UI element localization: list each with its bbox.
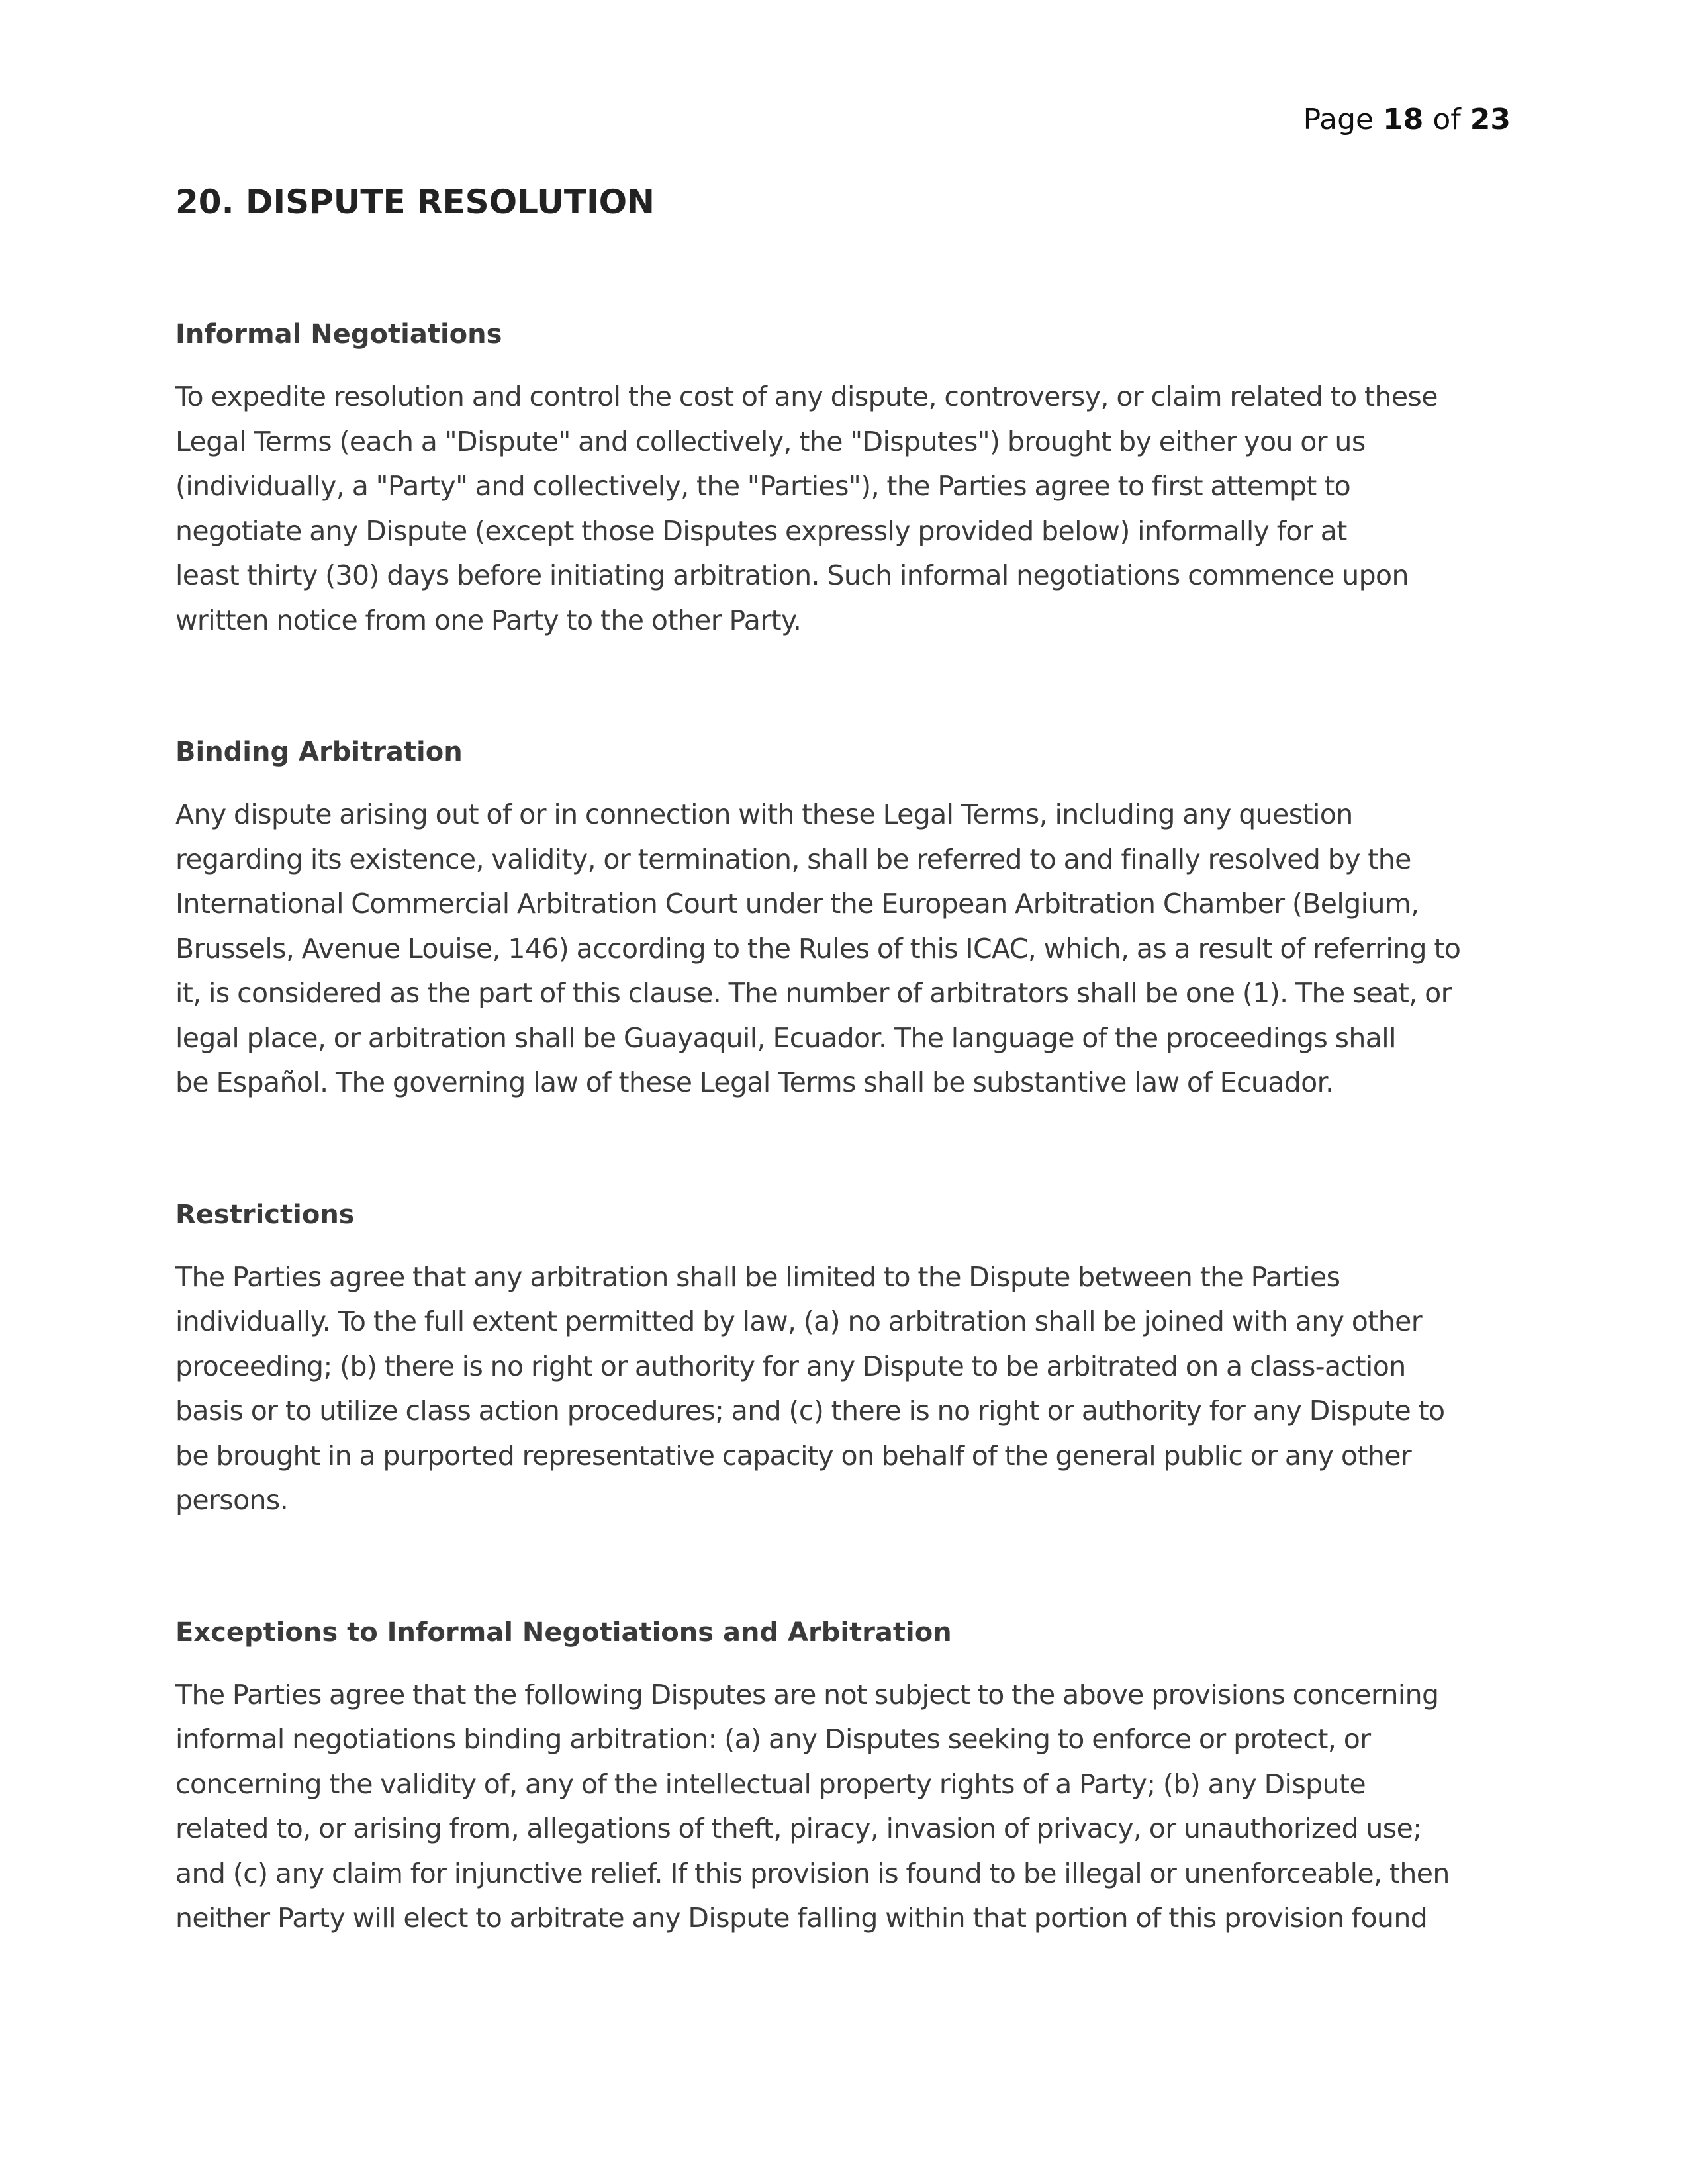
paragraph-binding-arbitration — [175, 792, 1513, 1106]
paragraph-exceptions — [175, 1673, 1513, 1941]
subsection-heading-informal-negotiations: Informal Negotiations — [175, 319, 502, 350]
paragraph-line: related to, or arising from, allegations of theft, piracy, invasion of privacy, or unauthorized use; — [175, 1813, 1422, 1844]
paragraph-informal-negotiations — [175, 375, 1513, 643]
paragraph-line: (individually, a "Party" and collectively, the "Parties"), the Parties agree to first attempt to — [175, 470, 1351, 502]
paragraph-line: regarding its existence, validity, or termination, shall be referred to and finally resolved by the — [175, 843, 1411, 875]
paragraph-line: The Parties agree that the following Disputes are not subject to the above provisions concerning — [175, 1678, 1439, 1711]
paragraph-line: be Español. The governing law of these Legal Terms shall be substantive law of Ecuador. — [175, 1067, 1334, 1098]
subsection-heading-restrictions: Restrictions — [175, 1199, 355, 1230]
page-number — [1303, 99, 1511, 140]
paragraph-line: negotiate any Dispute (except those Disputes expressly provided below) informally for at — [175, 514, 1347, 547]
page-number-prefix: Page — [1303, 103, 1374, 136]
paragraph-line: Any dispute arising out of or in connection with these Legal Terms, including any question — [175, 798, 1353, 830]
paragraph-restrictions — [175, 1255, 1513, 1523]
paragraph-line: persons. — [175, 1484, 289, 1516]
page-number-separator: of — [1432, 103, 1461, 136]
paragraph-line: To expedite resolution and control the cost of any dispute, controversy, or claim related to these — [175, 381, 1438, 412]
paragraph-line: informal negotiations binding arbitration: (a) any Disputes seeking to enforce or protect, or — [175, 1723, 1371, 1755]
section-title: 20. DISPUTE RESOLUTION — [175, 183, 655, 221]
paragraph-line: least thirty (30) days before initiating arbitration. Such informal negotiations commence upon — [175, 559, 1409, 591]
paragraph-line: and (c) any claim for injunctive relief. If this provision is found to be illegal or unenforceable, then — [175, 1857, 1450, 1889]
paragraph-line: The Parties agree that any arbitration shall be limited to the Dispute between the Parties — [175, 1260, 1340, 1293]
page-number-total: 23 — [1470, 103, 1511, 136]
paragraph-line: proceeding; (b) there is no right or authority for any Dispute to be arbitrated on a class-action — [175, 1350, 1406, 1382]
paragraph-line: it, is considered as the part of this clause. The number of arbitrators shall be one (1). The seat, or — [175, 977, 1452, 1009]
paragraph-line: concerning the validity of, any of the intellectual property rights of a Party; (b) any Dispute — [175, 1768, 1366, 1800]
subsection-heading-binding-arbitration: Binding Arbitration — [175, 737, 463, 767]
paragraph-line: Brussels, Avenue Louise, 146) according to the Rules of this ICAC, which, as a result of referring to — [175, 932, 1461, 965]
paragraph-line: basis or to utilize class action procedures; and (c) there is no right or authority for any Dispute to — [175, 1395, 1445, 1427]
paragraph-line: legal place, or arbitration shall be Guayaquil, Ecuador. The language of the proceedings shall — [175, 1021, 1396, 1054]
subsection-heading-exceptions: Exceptions to Informal Negotiations and Arbitration — [175, 1617, 952, 1648]
document-body — [175, 179, 1513, 1941]
paragraph-line: be brought in a purported representative capacity on behalf of the general public or any other — [175, 1439, 1412, 1472]
paragraph-line: International Commercial Arbitration Court under the European Arbitration Chamber (Belgium, — [175, 888, 1419, 920]
paragraph-line: written notice from one Party to the other Party. — [175, 604, 802, 636]
paragraph-line: neither Party will elect to arbitrate any Dispute falling within that portion of this provision found — [175, 1902, 1428, 1934]
page-number-current: 18 — [1383, 103, 1424, 136]
paragraph-line: individually. To the full extent permitted by law, (a) no arbitration shall be joined with any other — [175, 1306, 1422, 1337]
paragraph-line: Legal Terms (each a "Dispute" and collectively, the "Disputes") brought by either you or us — [175, 425, 1366, 457]
